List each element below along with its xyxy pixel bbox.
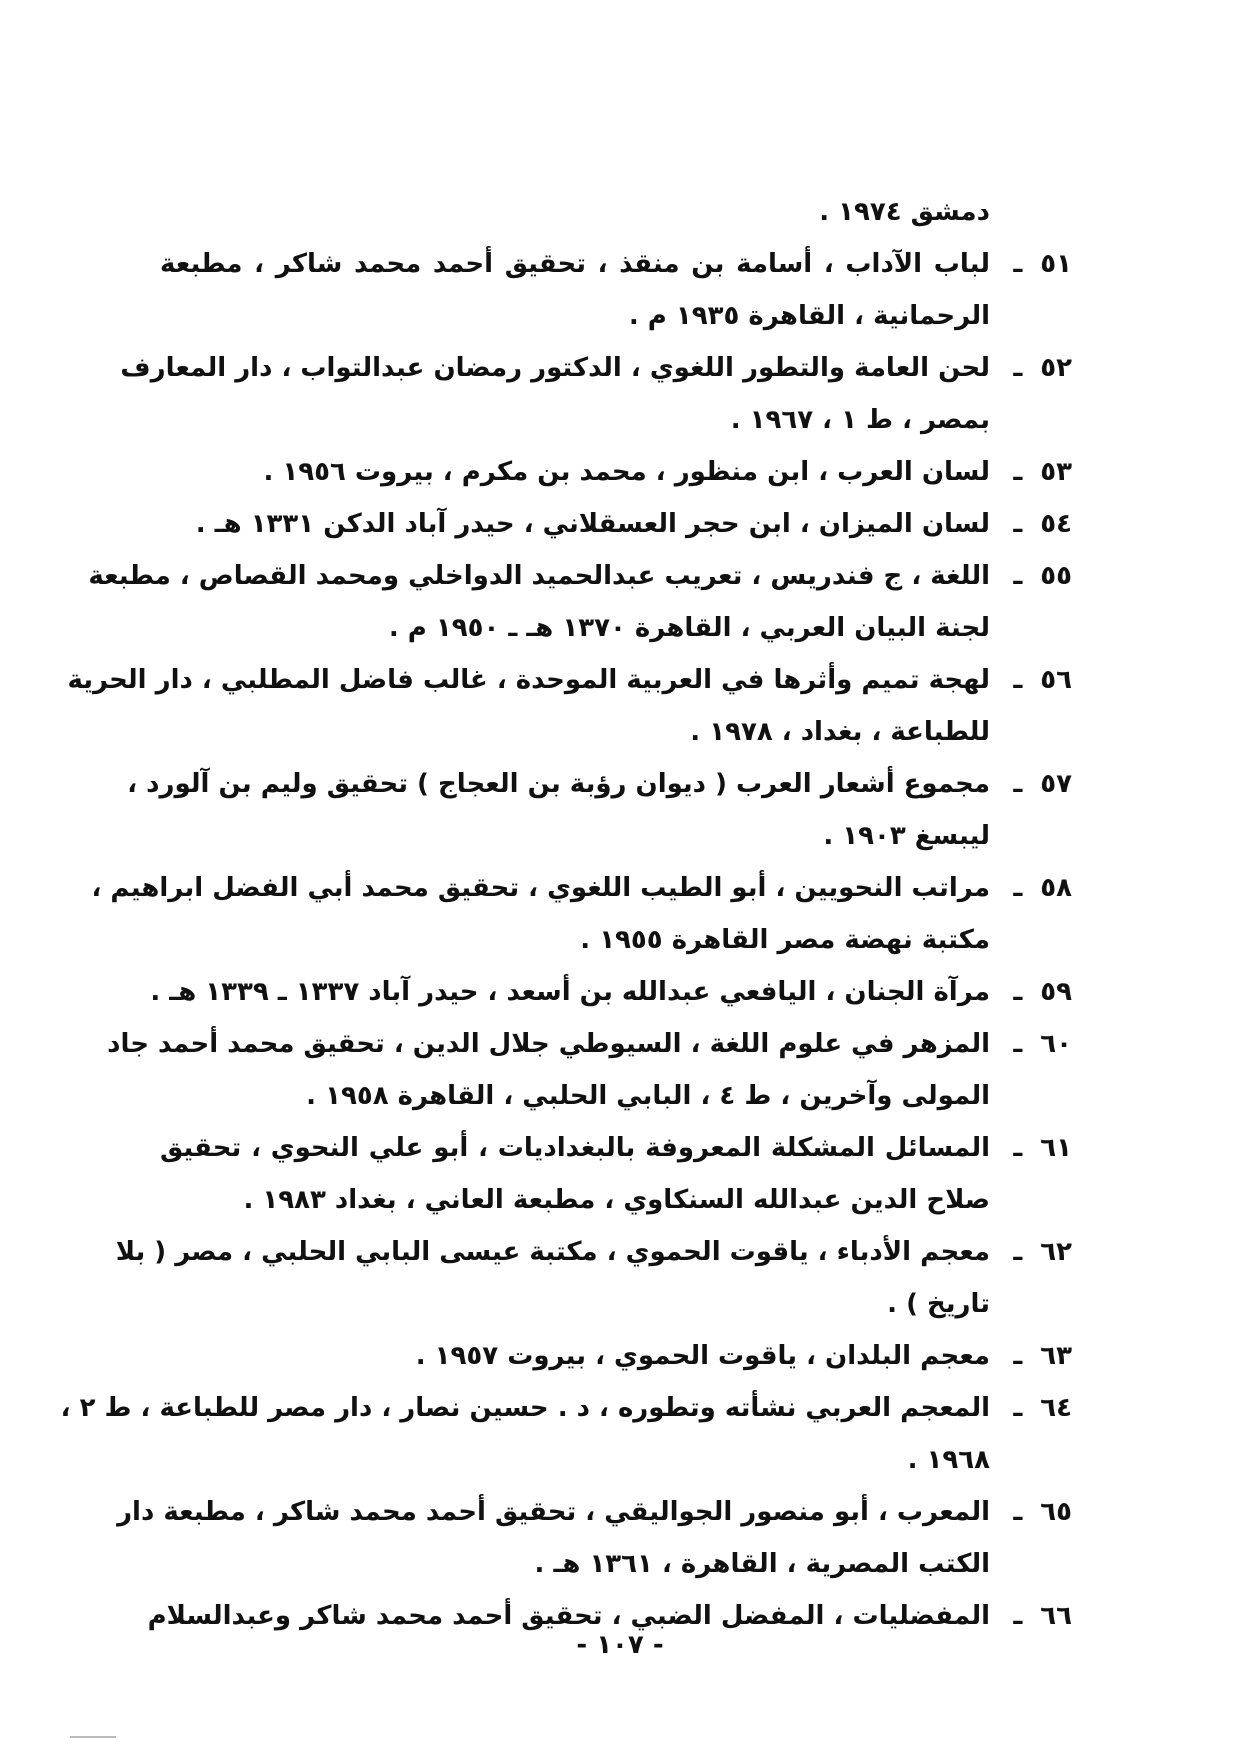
entry-continuation [160, 914, 1072, 966]
entry-text: مكتبة نهضة مصر القاهرة ١٩٥٥ . [580, 925, 990, 955]
scan-edge-mark [70, 1736, 116, 1738]
entry-text: للطباعة ، بغداد ، ١٩٧٨ . [690, 717, 990, 747]
entry-text: لباب الآداب ، أسامة بن منقذ ، تحقيق أحمد محمد شاكر ، مطبعة [160, 249, 990, 279]
entry-text: ١٩٦٨ . [907, 1445, 990, 1475]
entry-continuation [160, 810, 1072, 862]
bibliography-list [60, 186, 1072, 1642]
entry-text: المولى وآخرين ، ط ٤ ، البابي الحلبي ، القاهرة ١٩٥٨ . [306, 1081, 990, 1111]
entry-number: ٦٠ـ [1013, 1029, 1072, 1059]
entry-text: لسان العرب ، ابن منظور ، محمد بن مكرم ، بيروت ١٩٥٦ . [263, 457, 990, 487]
page-number: - ١٠٧ - [576, 1630, 664, 1660]
entry-continuation [160, 394, 1072, 446]
list-item-54 [160, 498, 1072, 550]
entry-number: ٥٦ـ [1013, 665, 1072, 695]
entry-number: ٥٨ـ [1013, 873, 1072, 903]
entry-continuation [160, 290, 1072, 342]
entry-text: اللغة ، ج فندريس ، تعريب عبدالحميد الدواخلي ومحمد القصاص ، مطبعة [88, 561, 990, 591]
list-item-65 [117, 1486, 1072, 1538]
entry-text: معجم البلدان ، ياقوت الحموي ، بيروت ١٩٥٧ . [415, 1341, 990, 1371]
entry-text: لهجة تميم وأثرها في العربية الموحدة ، غالب فاضل المطلبي ، دار الحرية [67, 665, 990, 695]
list-item-57 [127, 758, 1072, 810]
list-item-59 [150, 966, 1072, 1018]
entry-number: ٦٣ـ [1013, 1341, 1072, 1371]
entry-text: المزهر في علوم اللغة ، السيوطي جلال الدين ، تحقيق محمد أحمد جاد [107, 1029, 990, 1059]
entry-number: ٥٤ـ [1013, 509, 1072, 539]
entry-number: ٦١ـ [1013, 1133, 1072, 1163]
entry-number: ٥٥ـ [1013, 561, 1072, 591]
entry-text: بمصر ، ط ١ ، ١٩٦٧ . [730, 405, 990, 435]
list-item-51 [160, 238, 1072, 290]
entry-continuation [160, 706, 1072, 758]
entry-number: ٦٦ـ [1013, 1601, 1072, 1631]
entry-text: المسائل المشكلة المعروفة بالبغداديات ، أبو علي النحوي ، تحقيق [160, 1133, 990, 1163]
entry-continuation [160, 1070, 1072, 1122]
entry-text: المفضليات ، المفضل الضبي ، تحقيق أحمد محمد شاكر وعبدالسلام [147, 1601, 990, 1631]
list-item-60 [107, 1018, 1072, 1070]
entry-text: المعجم العربي نشأته وتطوره ، د . حسين نصار ، دار مصر للطباعة ، ط ٢ ، [60, 1393, 990, 1423]
list-item-56 [67, 654, 1072, 706]
entry-text: المعرب ، أبو منصور الجواليقي ، تحقيق أحمد محمد شاكر ، مطبعة دار [117, 1497, 990, 1527]
list-item-52 [120, 342, 1072, 394]
entry-text: الكتب المصرية ، القاهرة ، ١٣٦١ هـ . [534, 1549, 990, 1579]
intro-text: دمشق ١٩٧٤ . [819, 197, 990, 227]
entry-continuation [160, 1174, 1072, 1226]
entry-text: معجم الأدباء ، ياقوت الحموي ، مكتبة عيسى البابي الحلبي ، مصر ( بلا [115, 1237, 990, 1267]
entry-continuation [160, 1538, 1072, 1590]
entry-number: ٥٧ـ [1013, 769, 1072, 799]
entry-number: ٦٥ـ [1013, 1497, 1072, 1527]
list-item-61 [160, 1122, 1072, 1174]
list-item-62 [115, 1226, 1072, 1278]
entry-text: لحن العامة والتطور اللغوي ، الدكتور رمضان عبدالتواب ، دار المعارف [120, 353, 990, 383]
entry-number: ٦٢ـ [1013, 1237, 1072, 1267]
entry-text: الرحمانية ، القاهرة ١٩٣٥ م . [628, 301, 990, 331]
entry-text: مراتب النحويين ، أبو الطيب اللغوي ، تحقيق محمد أبي الفضل ابراهيم ، [91, 873, 990, 903]
list-item-55 [88, 550, 1072, 602]
entry-number: ٥٣ـ [1013, 457, 1072, 487]
intro-continuation-line [160, 186, 1072, 238]
entry-number: ٥٩ـ [1013, 977, 1072, 1007]
entry-text: مجموع أشعار العرب ( ديوان رؤبة بن العجاج ) تحقيق وليم بن آلورد ، [127, 769, 990, 799]
entry-text: لجنة البيان العربي ، القاهرة ١٣٧٠ هـ ـ ١٩٥٠ م . [388, 613, 990, 643]
entry-continuation [160, 1278, 1072, 1330]
list-item-58 [91, 862, 1072, 914]
list-item-63 [160, 1330, 1072, 1382]
entry-text: ليبسغ ١٩٠٣ . [823, 821, 990, 851]
list-item-53 [160, 446, 1072, 498]
entry-continuation [160, 602, 1072, 654]
entry-text: مرآة الجنان ، اليافعي عبدالله بن أسعد ، حيدر آباد ١٣٣٧ ـ ١٣٣٩ هـ . [150, 977, 990, 1007]
entry-number: ٦٤ـ [1013, 1393, 1072, 1423]
entry-number: ٥٢ـ [1013, 353, 1072, 383]
entry-continuation [160, 1434, 1072, 1486]
entry-text: تاريخ ) . [887, 1289, 990, 1319]
entry-text: لسان الميزان ، ابن حجر العسقلاني ، حيدر آباد الدكن ١٣٣١ هـ . [195, 509, 990, 539]
list-item-64 [60, 1382, 1072, 1434]
entry-text: صلاح الدين عبدالله السنكاوي ، مطبعة العاني ، بغداد ١٩٨٣ . [243, 1185, 990, 1215]
entry-number: ٥١ـ [1013, 249, 1072, 279]
